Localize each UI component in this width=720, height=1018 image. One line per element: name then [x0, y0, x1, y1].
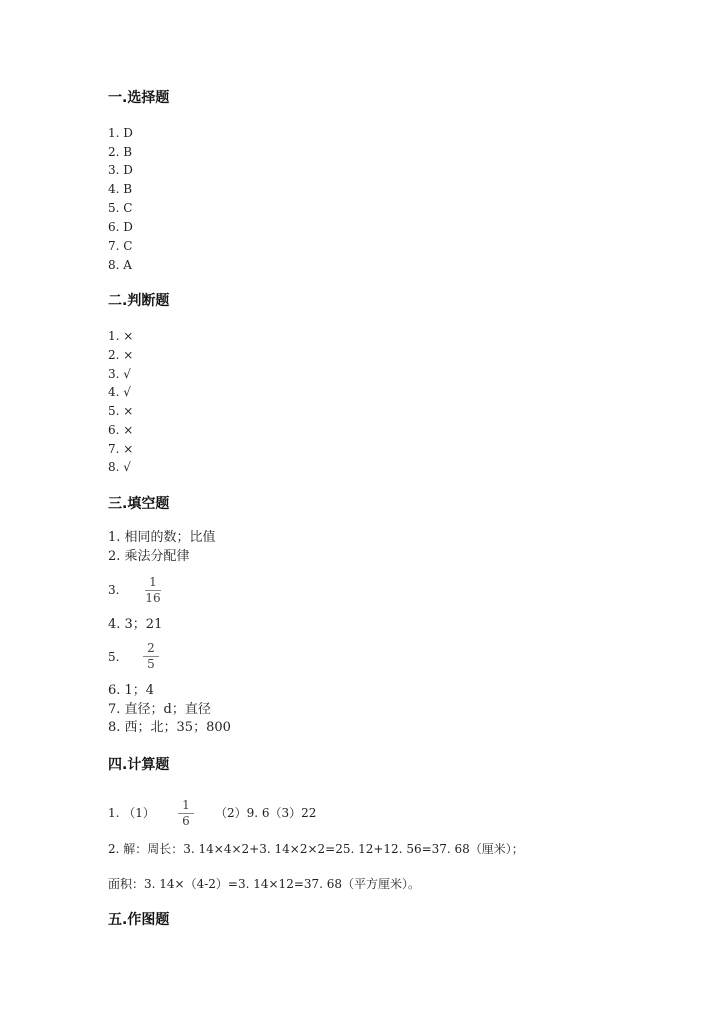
section-title-drawing: 五.作图题 [108, 912, 170, 928]
choice-answer-7: 7. C [108, 239, 133, 253]
fill-answer-8: 8. 西；北；35；800 [108, 720, 231, 735]
judge-answer-6: 6. × [108, 423, 134, 437]
fraction-numerator: 1 [149, 575, 157, 589]
choice-answer-5: 5. C [108, 201, 133, 215]
section-title-fill-in: 三.填空题 [108, 496, 170, 512]
choice-answer-6: 6. D [108, 220, 133, 234]
fill-answer-6: 6. 1；4 [108, 683, 155, 698]
fraction-denominator: 5 [147, 657, 155, 671]
choice-answer-2: 2. B [108, 145, 133, 159]
judge-answer-1: 1. × [108, 329, 134, 343]
section-title-calculation: 四.计算题 [108, 757, 170, 773]
judge-answer-8: 8. √ [108, 460, 131, 474]
section-title-multiple-choice: 一.选择题 [108, 90, 170, 106]
fill-answer-2: 2. 乘法分配律 [108, 549, 190, 564]
calc-answer-1-suffix: （2）9. 6（3）22 [215, 806, 317, 820]
choice-answer-8: 8. A [108, 258, 132, 272]
fill-answer-5-fraction [141, 642, 161, 671]
judge-answer-7: 7. × [108, 442, 134, 456]
judge-answer-2: 2. × [108, 348, 134, 362]
calc-answer-1-prefix: 1. （1） [108, 806, 155, 820]
fill-answer-5-label: 5. [108, 650, 120, 664]
calc-answer-1-fraction [176, 799, 196, 828]
fraction-numerator: 1 [182, 798, 190, 812]
calc-answer-2-perimeter: 2. 解：周长：3. 14×4×2+3. 14×2×2=25. 12+12. 56=37. 68（厘米）； [108, 842, 524, 856]
calc-answer-2-area: 面积：3. 14×（4-2）=3. 14×12=37. 68（平方厘米）。 [108, 877, 421, 891]
choice-answer-1: 1. D [108, 126, 133, 140]
section-title-true-false: 二.判断题 [108, 293, 170, 309]
fill-answer-3-fraction [143, 576, 163, 605]
fill-answer-1: 1. 相同的数；比值 [108, 530, 216, 545]
fill-answer-4: 4. 3；21 [108, 617, 163, 632]
fraction-numerator: 2 [147, 641, 155, 655]
judge-answer-4: 4. √ [108, 385, 131, 399]
fraction-denominator: 16 [145, 591, 161, 605]
fraction-denominator: 6 [182, 814, 190, 828]
choice-answer-3: 3. D [108, 163, 133, 177]
choice-answer-4: 4. B [108, 182, 133, 196]
fill-answer-3-label: 3. [108, 583, 120, 597]
judge-answer-5: 5. × [108, 404, 134, 418]
judge-answer-3: 3. √ [108, 367, 131, 381]
fill-answer-7: 7. 直径；d；直径 [108, 702, 211, 717]
